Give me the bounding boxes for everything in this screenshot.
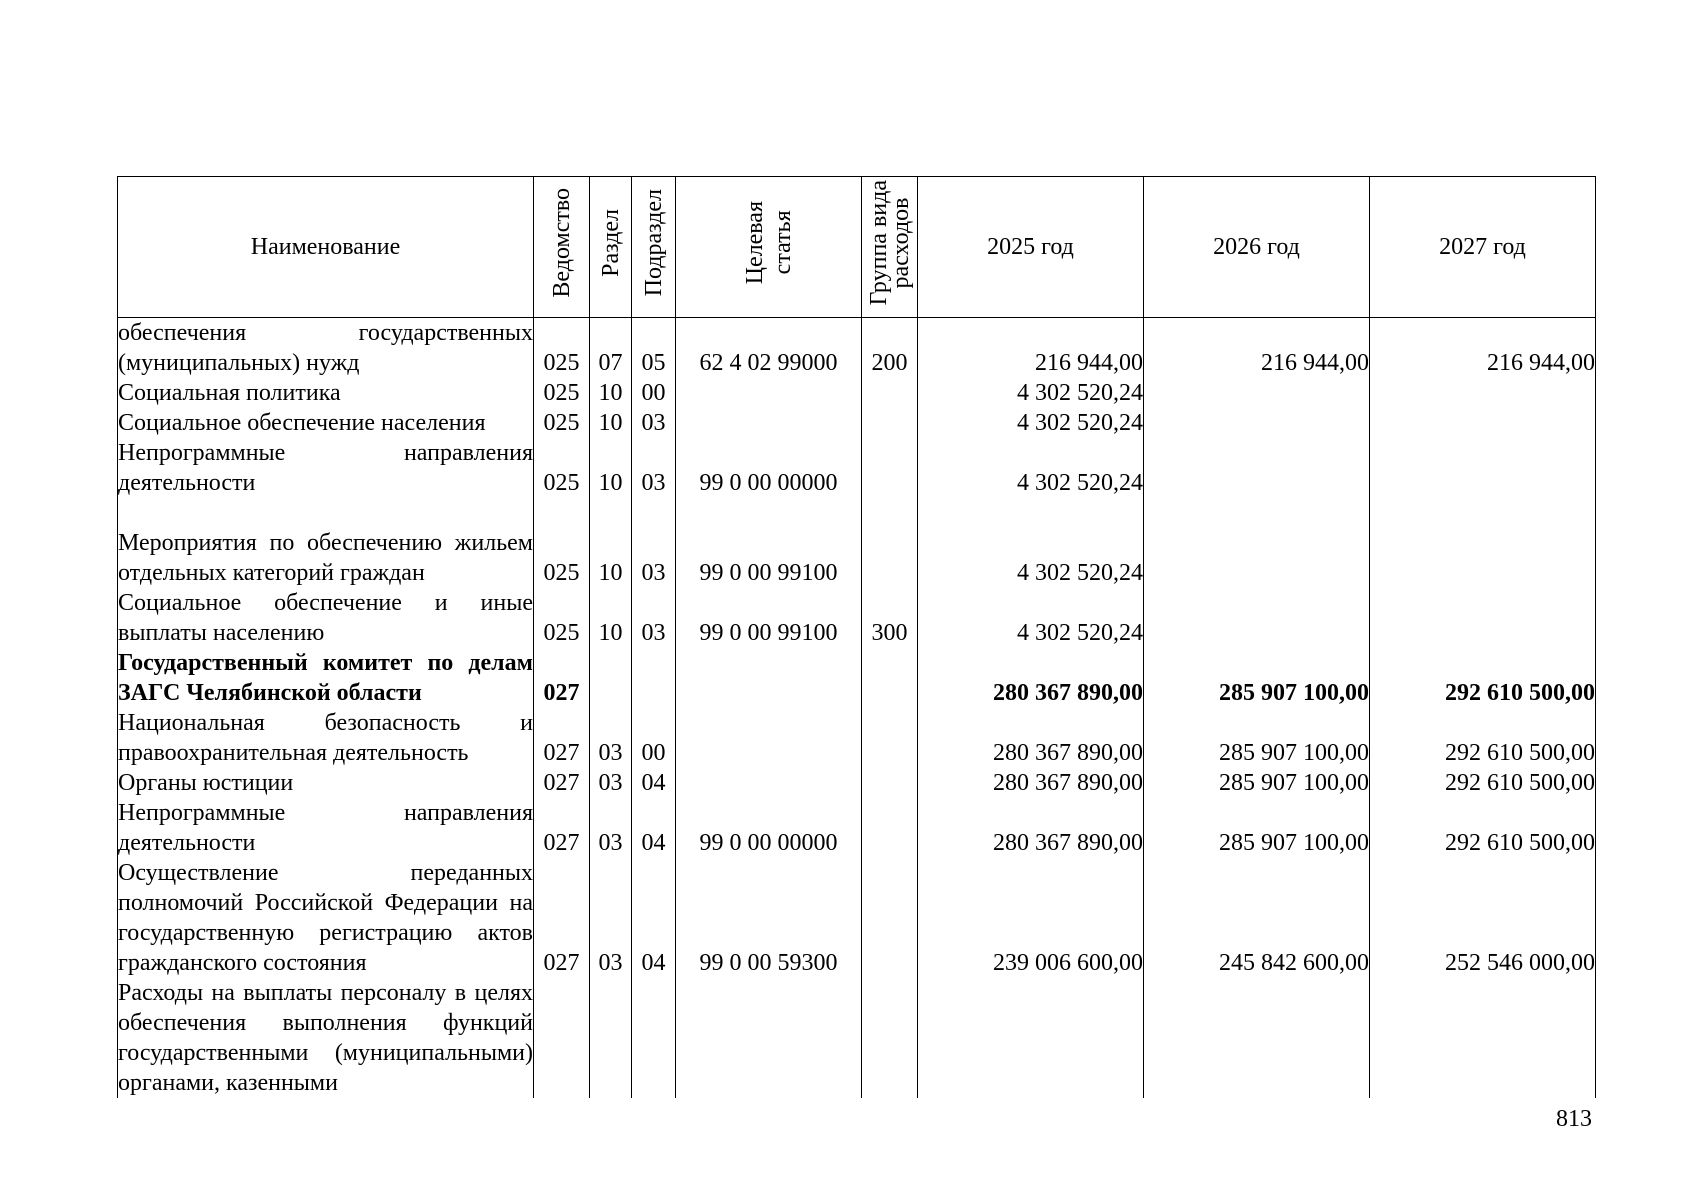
- row-expense-group: [862, 768, 918, 798]
- row-amount-2027: [1370, 438, 1596, 498]
- row-amount-2026: 285 907 100,00: [1144, 648, 1370, 708]
- row-expense-group: [862, 648, 918, 708]
- row-name: Осуществление переданных полномочий Российской Федерации на государственную регистрацию актов гражданского состояния: [118, 860, 533, 976]
- row-amount-2027: 252 546 000,00: [1370, 858, 1596, 978]
- row-section: 10: [590, 588, 632, 648]
- table-row: [118, 438, 1596, 498]
- row-amount-2025: 239 006 600,00: [918, 858, 1144, 978]
- row-department: 027: [534, 768, 590, 798]
- row-target-article: 62 4 02 99000: [676, 318, 862, 379]
- row-expense-group: [862, 798, 918, 858]
- row-name: Непрограммные направления деятельности: [118, 800, 533, 856]
- table-row: [118, 648, 1596, 708]
- row-name: Расходы на выплаты персоналу в целях обеспечения выполнения функций государственными (муниципальными) органами, казенными: [118, 980, 533, 1096]
- row-department: 025: [534, 378, 590, 408]
- table-row: [118, 588, 1596, 648]
- row-subsection: 00: [632, 378, 676, 408]
- row-department: 025: [534, 438, 590, 498]
- header-expense-group: Группа вида расходов: [862, 177, 918, 318]
- row-section: 03: [590, 708, 632, 768]
- row-amount-2027: [1370, 978, 1596, 1098]
- row-amount-2027: [1370, 408, 1596, 438]
- row-amount-2025: 280 367 890,00: [918, 648, 1144, 708]
- row-amount-2027: 292 610 500,00: [1370, 648, 1596, 708]
- table-row: [118, 498, 1596, 588]
- header-year-2027: 2027 год: [1370, 177, 1596, 318]
- row-name: Непрограммные направления деятельности: [118, 440, 533, 496]
- row-amount-2025: 4 302 520,24: [918, 498, 1144, 588]
- row-department: 027: [534, 648, 590, 708]
- row-amount-2027: 216 944,00: [1370, 318, 1596, 379]
- row-section: 03: [590, 858, 632, 978]
- row-amount-2025: [918, 978, 1144, 1098]
- row-target-article: [676, 768, 862, 798]
- header-name: Наименование: [118, 177, 534, 318]
- table-header-row: [118, 177, 1596, 318]
- table-row: [118, 378, 1596, 408]
- table-row: [118, 408, 1596, 438]
- row-section: 03: [590, 798, 632, 858]
- header-subsection: Подраздел: [632, 177, 676, 318]
- row-amount-2027: 292 610 500,00: [1370, 798, 1596, 858]
- row-expense-group: 300: [862, 588, 918, 648]
- row-amount-2025: 4 302 520,24: [918, 438, 1144, 498]
- row-amount-2025: 4 302 520,24: [918, 588, 1144, 648]
- row-subsection: 04: [632, 858, 676, 978]
- row-section: 10: [590, 498, 632, 588]
- table-row: [118, 858, 1596, 978]
- row-amount-2027: 292 610 500,00: [1370, 768, 1596, 798]
- table-row: [118, 318, 1596, 379]
- row-expense-group: [862, 858, 918, 978]
- row-department: 027: [534, 798, 590, 858]
- row-expense-group: [862, 978, 918, 1098]
- header-year-2025: 2025 год: [918, 177, 1144, 318]
- row-expense-group: [862, 378, 918, 408]
- row-amount-2026: 285 907 100,00: [1144, 768, 1370, 798]
- row-target-article: [676, 378, 862, 408]
- row-section: 10: [590, 378, 632, 408]
- row-target-article: 99 0 00 00000: [676, 438, 862, 498]
- row-amount-2026: [1144, 978, 1370, 1098]
- row-amount-2026: [1144, 378, 1370, 408]
- table-row: [118, 768, 1596, 798]
- row-target-article: 99 0 00 59300: [676, 858, 862, 978]
- row-target-article: [676, 708, 862, 768]
- row-amount-2025: 4 302 520,24: [918, 408, 1144, 438]
- row-name: Социальная политика: [118, 378, 534, 408]
- row-amount-2025: 4 302 520,24: [918, 378, 1144, 408]
- row-name: обеспечения государственных (муниципальных) нужд: [118, 318, 534, 379]
- row-amount-2026: [1144, 588, 1370, 648]
- row-target-article: 99 0 00 00000: [676, 798, 862, 858]
- row-subsection: 03: [632, 438, 676, 498]
- row-name: Мероприятия по обеспечению жильем отдельных категорий граждан: [118, 498, 534, 588]
- header-year-2026: 2026 год: [1144, 177, 1370, 318]
- row-target-article: 99 0 00 99100: [676, 588, 862, 648]
- row-amount-2025: 280 367 890,00: [918, 798, 1144, 858]
- row-subsection: [632, 978, 676, 1098]
- row-amount-2026: [1144, 498, 1370, 588]
- row-subsection: 03: [632, 408, 676, 438]
- row-amount-2025: 216 944,00: [918, 318, 1144, 379]
- row-expense-group: 200: [862, 318, 918, 379]
- row-subsection: 04: [632, 798, 676, 858]
- row-amount-2025: 280 367 890,00: [918, 768, 1144, 798]
- row-subsection: 04: [632, 768, 676, 798]
- row-department: 027: [534, 708, 590, 768]
- row-name: Национальная безопасность и правоохранительная деятельность: [118, 710, 533, 766]
- row-section: 03: [590, 768, 632, 798]
- row-amount-2027: [1370, 378, 1596, 408]
- row-department: 025: [534, 588, 590, 648]
- row-amount-2025: 280 367 890,00: [918, 708, 1144, 768]
- row-name: Социальное обеспечение населения: [118, 408, 534, 438]
- row-section: [590, 648, 632, 708]
- row-subsection: 05: [632, 318, 676, 379]
- row-department: 025: [534, 318, 590, 379]
- row-target-article: [676, 978, 862, 1098]
- row-section: [590, 978, 632, 1098]
- row-department: 027: [534, 858, 590, 978]
- row-name: Социальное обеспечение и иные выплаты населению: [118, 590, 533, 646]
- row-subsection: 03: [632, 498, 676, 588]
- row-amount-2026: 285 907 100,00: [1144, 708, 1370, 768]
- row-expense-group: [862, 708, 918, 768]
- row-subsection: [632, 648, 676, 708]
- row-section: 10: [590, 438, 632, 498]
- row-amount-2026: [1144, 438, 1370, 498]
- row-subsection: 00: [632, 708, 676, 768]
- row-subsection: 03: [632, 588, 676, 648]
- row-expense-group: [862, 438, 918, 498]
- header-department: Ведомство: [534, 177, 590, 318]
- row-name: Органы юстиции: [118, 768, 534, 798]
- row-department: [534, 978, 590, 1098]
- row-amount-2026: [1144, 408, 1370, 438]
- row-amount-2027: 292 610 500,00: [1370, 708, 1596, 768]
- page-number: 813: [1556, 1106, 1592, 1132]
- row-amount-2027: [1370, 588, 1596, 648]
- row-amount-2027: [1370, 498, 1596, 588]
- row-name: Государственный комитет по делам ЗАГС Челябинской области: [118, 650, 533, 706]
- row-department: 025: [534, 408, 590, 438]
- table-row: [118, 798, 1596, 858]
- row-department: 025: [534, 498, 590, 588]
- row-amount-2026: 216 944,00: [1144, 318, 1370, 379]
- row-expense-group: [862, 498, 918, 588]
- table-body: [118, 318, 1596, 1099]
- row-expense-group: [862, 408, 918, 438]
- budget-table: [117, 176, 1596, 1098]
- row-section: 07: [590, 318, 632, 379]
- header-section: Раздел: [590, 177, 632, 318]
- row-target-article: [676, 648, 862, 708]
- header-target-article: Целевая статья: [676, 177, 862, 318]
- table-row: [118, 978, 1596, 1098]
- row-target-article: 99 0 00 99100: [676, 498, 862, 588]
- row-section: 10: [590, 408, 632, 438]
- table-row: [118, 708, 1596, 768]
- row-target-article: [676, 408, 862, 438]
- row-amount-2026: 245 842 600,00: [1144, 858, 1370, 978]
- row-amount-2026: 285 907 100,00: [1144, 798, 1370, 858]
